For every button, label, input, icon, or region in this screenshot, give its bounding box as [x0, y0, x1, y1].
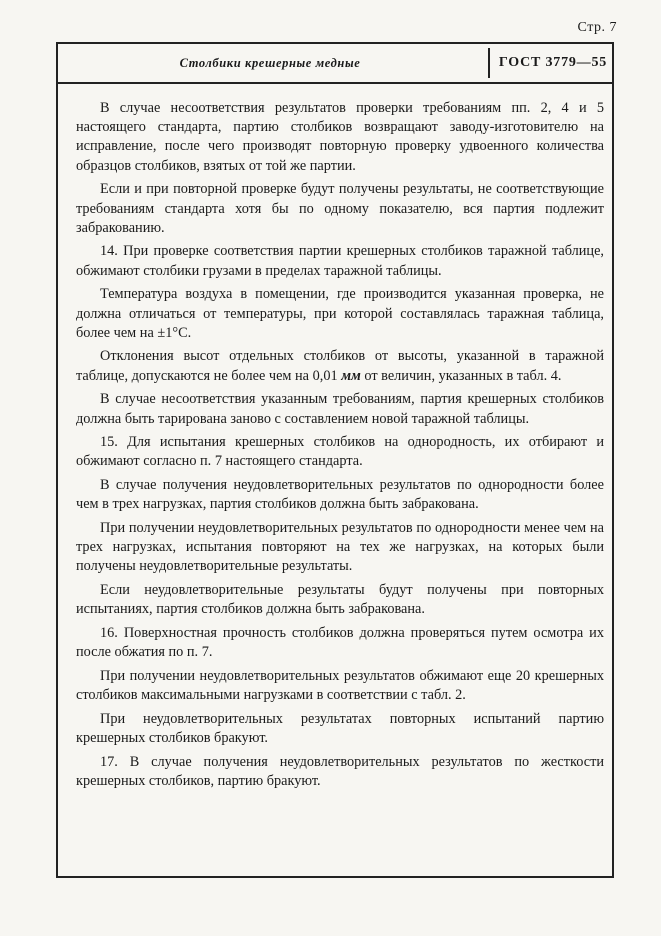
paragraph: В случае несоответствия результатов проверки требованиям пп. 2, 4 и 5 настоящего стандарта, партию столбиков возвращают заводу-изготовителю на исправление, после чего производят повторную проверку удвоенного количества образцов столбиков, взятых от той же партии.: [76, 100, 604, 174]
paragraph-text: Отклонения высот отдельных столбиков от высоты, указанной в таражной таблице, допускаются не более чем на 0,01: [76, 348, 604, 384]
paragraph-text: от величин, указанных в табл. 4.: [360, 367, 562, 384]
paragraph: [76, 347, 604, 385]
paragraph: Если неудовлетворительные результаты будут получены при повторных испытаниях, партия столбиков должна быть забракована.: [76, 582, 604, 618]
document-title: Столбики крешерные медные: [179, 55, 361, 70]
paragraph: 16. Поверхностная прочность столбиков должна проверяться путем осмотра их после обжатия по п. 7.: [76, 625, 604, 661]
document-header: [56, 42, 614, 84]
document-body: [76, 99, 604, 796]
paragraph: При получении неудовлетворительных результатов по однородности менее чем на трех нагрузках, испытания повторяют на тех же нагрузках, на которых были получены неудовлетворительные результаты.: [76, 520, 604, 575]
paragraph: Температура воздуха в помещении, где производится указанная проверка, не должна отличаться от температуры, при которой составлялась таражная таблица, более чем на ±1°С.: [76, 286, 604, 341]
header-divider: [488, 48, 490, 78]
paragraph: 15. Для испытания крешерных столбиков на однородность, их отбирают и обжимают согласно п. 7 настоящего стандарта.: [76, 434, 604, 470]
page-number: Стр. 7: [577, 20, 617, 35]
paragraph: В случае получения неудовлетворительных результатов по однородности более чем в трех нагрузках, партия столбиков должна быть забракована.: [76, 477, 604, 513]
paragraph: В случае несоответствия указанным требованиям, партия крешерных столбиков должна быть тарирована заново с составлением новой таражной таблицы.: [76, 391, 604, 427]
unit-mm: мм: [341, 367, 361, 384]
paragraph: Если и при повторной проверке будут получены результаты, не соответствующие требованиям стандарта хотя бы по одному показателю, вся партия подлежит забракованию.: [76, 181, 604, 236]
paragraph: При неудовлетворительных результатах повторных испытаний партию крешерных столбиков бракуют.: [76, 710, 604, 747]
paragraph: 14. При проверке соответствия партии крешерных столбиков таражной таблице, обжимают столбики грузами в пределах таражной таблицы.: [76, 243, 604, 279]
paragraph: При получении неудовлетворительных результатов обжимают еще 20 крешерных столбиков максимальными нагрузками в соответствии с табл. 2.: [76, 667, 604, 704]
paragraph: 17. В случае получения неудовлетворительных результатов по жесткости крешерных столбиков, партию бракуют.: [76, 753, 604, 789]
standard-code: ГОСТ 3779—55: [498, 55, 608, 70]
